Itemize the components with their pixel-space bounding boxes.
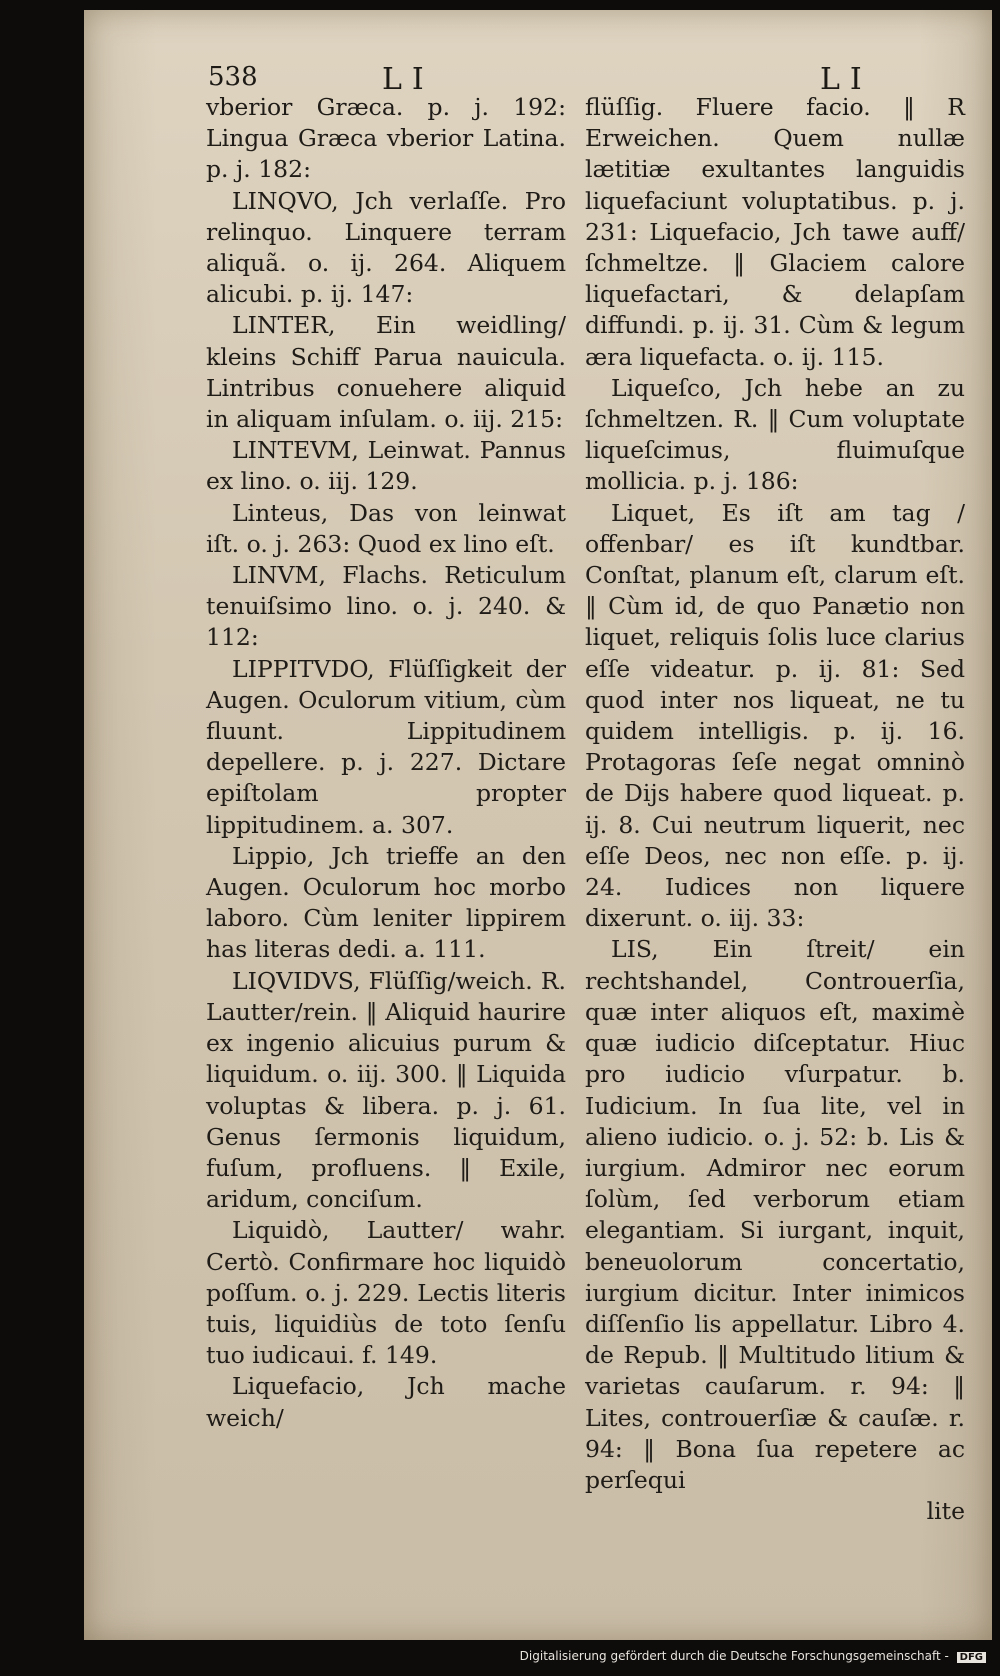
dictionary-entry: LIQVIDVS, Flüſſig/weich. R. Lautter/rein. ‖ Aliquid haurire ex ingenio alicuius purum & liquidum. o. iij. 300. ‖ Liquida voluptas & libera. p. j. 61. Genus ſermonis liquidum, fuſum, profluens. ‖ Exile, aridum, conciſum. xyxy=(206,966,566,1214)
dictionary-entry: LINVM, Flachs. Reticulum tenuiſsimo lino. o. j. 240. & 112: xyxy=(206,561,566,652)
dictionary-entry: LIPPITVDO, Flüſſigkeit der Augen. Oculorum vitium, cùm fluunt. Lippitudinem depellere. p. j. 227. Dictare epiſtolam propter lippitudinem. a. 307. xyxy=(206,654,566,839)
footer-text: Digitalisierung gefördert durch die Deutsche Forschungsgemeinschaft - xyxy=(519,1649,949,1663)
dictionary-entry: vberior Græca. p. j. 192: Lingua Græca vberior Latina. p. j. 182: xyxy=(206,93,566,184)
dictionary-entry: Liquefacio, Jch mache weich/ xyxy=(206,1372,566,1432)
page-number: 538 xyxy=(208,62,258,92)
dictionary-entry: flüſſig. Fluere facio. ‖ R Erweichen. Quem nullæ lætitiæ exultantes languidis liquefaciunt voluptatibus. p. j. 231: Liquefacio, Jch tawe auff/ ſchmeltze. ‖ Glaciem calore liquefactari, & delapſam diffundi. p. ij. 31. Cùm & legum æra liquefacta. o. ij. 115. xyxy=(585,93,965,371)
dictionary-entry: LINQVO, Jch verlaſſe. Pro relinquo. Linquere terram aliquã. o. ij. 264. Aliquem alicubi. p. ij. 147: xyxy=(206,186,566,309)
running-head-left: LI xyxy=(382,62,434,97)
dfg-logo: DFG xyxy=(957,1652,986,1663)
catchword: lite xyxy=(926,1497,965,1526)
dictionary-entry: Liqueſco, Jch hebe an zu ſchmeltzen. R. ‖ Cum voluptate liqueſcimus, fluimuſque mollicia. p. j. 186: xyxy=(585,373,965,496)
dictionary-entry: Lippio, Jch trieffe an den Augen. Oculorum hoc morbo laboro. Cùm leniter lippirem has literas dedi. a. 111. xyxy=(206,841,566,964)
dictionary-entry: LINTER, Ein weidling/ kleins Schiff Parua nauicula. Lintribus conuehere aliquid in aliquam inſulam. o. iij. 215: xyxy=(206,311,566,434)
dictionary-entry: LIS, Ein ſtreit/ ein rechtshandel, Controuerſia, quæ inter aliquos eſt, maximè quæ iudicio diſceptatur. Hiuc pro iudicio vſurpatur. b. Iudicium. In ſua lite, vel in alieno iudicio. o. j. 52: b. Lis & iurgium. Admiror nec eorum ſolùm, ſed verborum etiam elegantiam. Si iurgant, inquit, beneuolorum concertatio, iurgium dicitur. Inter inimicos diſſenſio lis appellatur. Libro 4. de Repub. ‖ Multitudo litium & varietas cauſarum. r. 94: ‖ Lites, controuerſiæ & cauſæ. r. 94: ‖ Bona ſua repetere ac perſequi xyxy=(585,935,965,1494)
left-column xyxy=(206,92,566,1434)
running-head-right: LI xyxy=(820,62,872,97)
dictionary-entry: Liquet, Es iſt am tag / offenbar/ es iſt kundtbar. Conſtat, planum eſt, clarum eſt. ‖ Cùm id, de quo Panætio non liquet, reliquis ſolis luce clarius eſſe videatur. p. ij. 81: Sed quod inter nos liqueat, ne tu quidem intelligis. p. ij. 16. Protagoras ſeſe negat omninò de Dijs habere quod liqueat. p. ij. 8. Cui neutrum liquerit, nec eſſe Deos, nec non eſſe. p. ij. 24. Iudices non liquere dixerunt. o. iij. 33: xyxy=(585,498,965,933)
dictionary-entry: LINTEVM, Leinwat. Pannus ex lino. o. iij. 129. xyxy=(206,436,566,496)
dictionary-entry: Liquidò, Lautter/ wahr. Certò. Confirmare hoc liquidò poſſum. o. j. 229. Lectis literis tuis, liquidiùs de toto ſenſu tuo iudicaui. f. 149. xyxy=(206,1216,566,1370)
dictionary-entry: Linteus, Das von leinwat iſt. o. j. 263: Quod ex lino eſt. xyxy=(206,498,566,558)
digitization-footer xyxy=(0,1649,1000,1671)
right-column xyxy=(585,92,965,1527)
